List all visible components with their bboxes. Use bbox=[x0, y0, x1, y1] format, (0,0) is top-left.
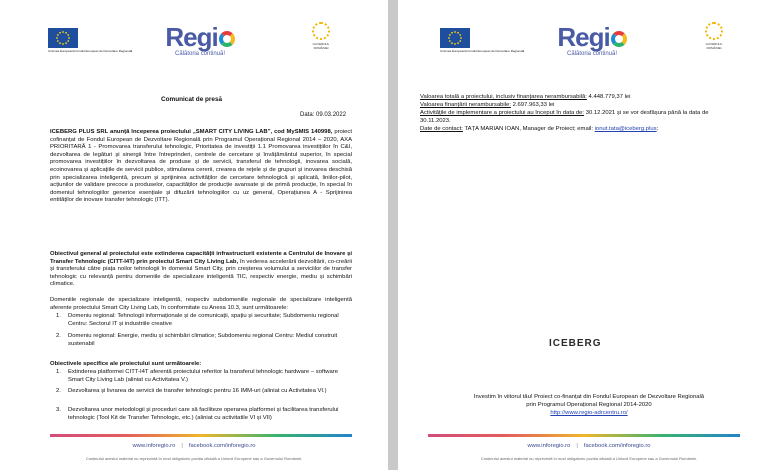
ro-caption: GUVERNUL ROMÂNIEI bbox=[312, 42, 330, 50]
regio-adrcentru-link[interactable]: http://www.regio-adrcentru.ro/ bbox=[550, 410, 628, 416]
footer-separator: | bbox=[576, 443, 578, 449]
page-title: Comunicat de presă bbox=[161, 96, 223, 103]
regio-o-icon bbox=[611, 31, 627, 47]
eu-flag-icon bbox=[48, 28, 78, 48]
intro-paragraph bbox=[50, 129, 352, 205]
list-item: 2. Dezvoltarea și livrarea de servicii de transfer tehnologic pentru 16 IMM-uri (aliniat cu Activitatea VI.) bbox=[56, 388, 327, 394]
regio-tagline: Călătoria continuă! bbox=[174, 51, 226, 57]
project-value bbox=[420, 94, 740, 102]
page-header bbox=[0, 22, 388, 62]
footer-color-bar bbox=[50, 434, 352, 437]
regio-tagline: Călătoria continuă! bbox=[566, 51, 618, 57]
ro-caption: GUVERNUL ROMÂNIEI bbox=[705, 42, 723, 50]
document-page-1 bbox=[0, 0, 388, 470]
eu-flag-icon bbox=[440, 28, 470, 48]
page-header bbox=[398, 22, 780, 62]
objective-paragraph bbox=[50, 251, 352, 289]
ro-stars-icon bbox=[705, 22, 723, 40]
document-page-2 bbox=[398, 0, 780, 470]
regio-name: Regi bbox=[165, 22, 218, 52]
list-item: 1. Extinderea platformei CITT-I4T aferentă proiectului referitor la transferul tehnologic hardware – software Smart City Living Lab (aliniat cu Activitatea V.) bbox=[56, 369, 339, 383]
contact-end: ; bbox=[656, 126, 659, 132]
ro-stars-icon bbox=[312, 22, 330, 40]
grant-value-amount: 2.697.963,33 lei bbox=[512, 102, 555, 108]
implementation-period-text: 30.12.2021 și se vor desfășura până la data de 30.11.2023. bbox=[420, 110, 709, 124]
invest-line-2: prin Programul Operațional Regional 2014-2020 bbox=[526, 402, 652, 408]
footer-color-bar bbox=[428, 434, 740, 437]
grant-value bbox=[420, 102, 740, 110]
implementation-period-label: Activitățile de implementare a proiectului au început în data de: bbox=[420, 110, 585, 116]
footer-note: Conținutul acestui material nu reprezintă în mod obligatoriu poziția oficială a Uniunii Europene sau a Guvernului României. bbox=[480, 456, 698, 461]
page-footer bbox=[398, 434, 780, 470]
footer-link-facebook[interactable]: facebook.com/inforegio.ro bbox=[583, 443, 651, 449]
footer-link-facebook[interactable]: facebook.com/inforegio.ro bbox=[188, 443, 256, 449]
footer-note: Conținutul acestui material nu reprezintă în mod obligatoriu poziția oficială a Uniunii Europene sau a Guvernului României. bbox=[85, 456, 303, 461]
iceberg-logo: ICEBERG bbox=[549, 338, 602, 349]
eu-caption: Uniunea Europeană Fondul European de Dezvoltare Regională bbox=[48, 49, 133, 53]
list-item: 2. Domeniu regional: Energie, mediu și schimbări climatice; Subdomeniu regional Centru: Mediul construit sustenabil bbox=[56, 333, 338, 347]
eu-caption: Uniunea Europeană Fondul European de Dezvoltare Regională bbox=[440, 49, 525, 53]
date: Data: 09.03.2022 bbox=[300, 112, 347, 118]
list-item: 3. Dezvoltarea unor metodologii și proceduri care să faciliteze operarea platformei și facilitarea transferului tehnologic (Tool Kit de Transfer Tehnologic, etc.) (aliniat cu activitatile VI și VII) bbox=[56, 407, 339, 421]
contact-label: Date de contact: bbox=[420, 126, 463, 132]
footer-link-inforegio[interactable]: www.inforegio.ro bbox=[527, 443, 571, 449]
contact-info bbox=[420, 126, 740, 134]
objective-text: în vederea accelerării dezvoltării, co-creării și transferului către piața noilor tehnologii în domeniul Smart City, prin creșterea volumului a serviciilor de transfer tehnologic cu relevanță pentru domeniile de specializare inteligentă TIC, respectiv energie, mediu și schimbări climatice. bbox=[50, 258, 352, 288]
project-value-label: Valoarea totală a proiectului, inclusiv finanțarea nerambursabilă: bbox=[420, 94, 587, 100]
page-gutter bbox=[388, 0, 398, 470]
ro-government-logo bbox=[698, 22, 730, 58]
ro-government-logo bbox=[305, 22, 337, 58]
domains-paragraph: Domeniile regionale de specializare inteligentă, respectiv subdomeniile regionale de specializare inteligentă aferente proiectului Smart City Living Lab, în conformitate cu Anexa 10.3, sunt următoarele: bbox=[50, 297, 352, 311]
page-footer bbox=[0, 434, 388, 470]
regio-logo bbox=[542, 24, 642, 57]
eu-logo bbox=[48, 28, 133, 54]
footer-separator: | bbox=[181, 443, 183, 449]
eu-logo bbox=[440, 28, 525, 54]
footer-link-inforegio[interactable]: www.inforegio.ro bbox=[132, 443, 176, 449]
invest-link-wrap bbox=[398, 410, 780, 418]
regio-o-icon bbox=[219, 31, 235, 47]
grant-value-label: Valoarea finanțării nerambursabile: bbox=[420, 102, 511, 108]
list-item: 1. Domeniu regional: Tehnologii informaționale și de comunicații, spațiu și securitate; Subdomeniu regional Centru: Sectorul IT și industriile creative bbox=[56, 313, 339, 327]
regio-logo bbox=[150, 24, 250, 57]
intro-bold: ICEBERG PLUS SRL anunță începerea proiectului „SMART CITY LIVING LAB”, cod MySMIS 140998, bbox=[50, 129, 333, 135]
intro-text: proiect cofinanțat de Fondul European de Dezvoltare Regională prin Programul Operațional Regional 2014 – 2020, AXA PRIORITARĂ 1 - Promovarea transferului tehnologic, Prioritatea de investiții 1.1 Promovarea investițiilor în C&I, dezvoltarea de legături și sinergii între întreprinderi, centrele de cercetare și învățământul superior, în special promovarea investițiilor în dezvoltarea de produse și de servicii, transferul de tehnologii, inovarea socială, ecoinovarea și aplicațiile de servicii publice, stimularea cererii, crearea de rețele și de grupuri și inovarea deschisă prin specializarea inteligentă, precum și sprijinirea activităților de cercetare tehnologică și aplicată, liniilor-pilot, acțiunilor de validare precoce a produselor, capacităților de producție avansate și de primă producție, în special în domeniul tehnologiilor generice esențiale și difuzării tehnologiilor cu uz general, Operațiunea A - Sprijinirea entităților de inovare transfer tehnologic (ITT). bbox=[50, 129, 352, 204]
regio-name: Regi bbox=[557, 22, 610, 52]
objective-bold: Obiectivul general al proiectului este extinderea capacității infrastructurii existente a Centrului de Inovare și Transfer Tehnologic (CITT-I4T) prin proiectul Smart City Living Lab, bbox=[50, 251, 352, 265]
implementation-period bbox=[420, 110, 740, 125]
invest-line-1: Investim în viitorul tău! Proiect co-finanțat din Fondul European de Dezvoltare Regională bbox=[473, 394, 705, 400]
specific-objectives-title: Obiectivele specifice ale proiectului sunt următoarele: bbox=[50, 361, 202, 367]
contact-text: TAȚA MARIAN IOAN, Manager de Proiect; email: bbox=[464, 126, 593, 132]
project-value-amount: 4.448.779,37 lei bbox=[588, 94, 631, 100]
contact-email-link[interactable]: ionut.tata@iceberg.plus bbox=[594, 126, 657, 132]
